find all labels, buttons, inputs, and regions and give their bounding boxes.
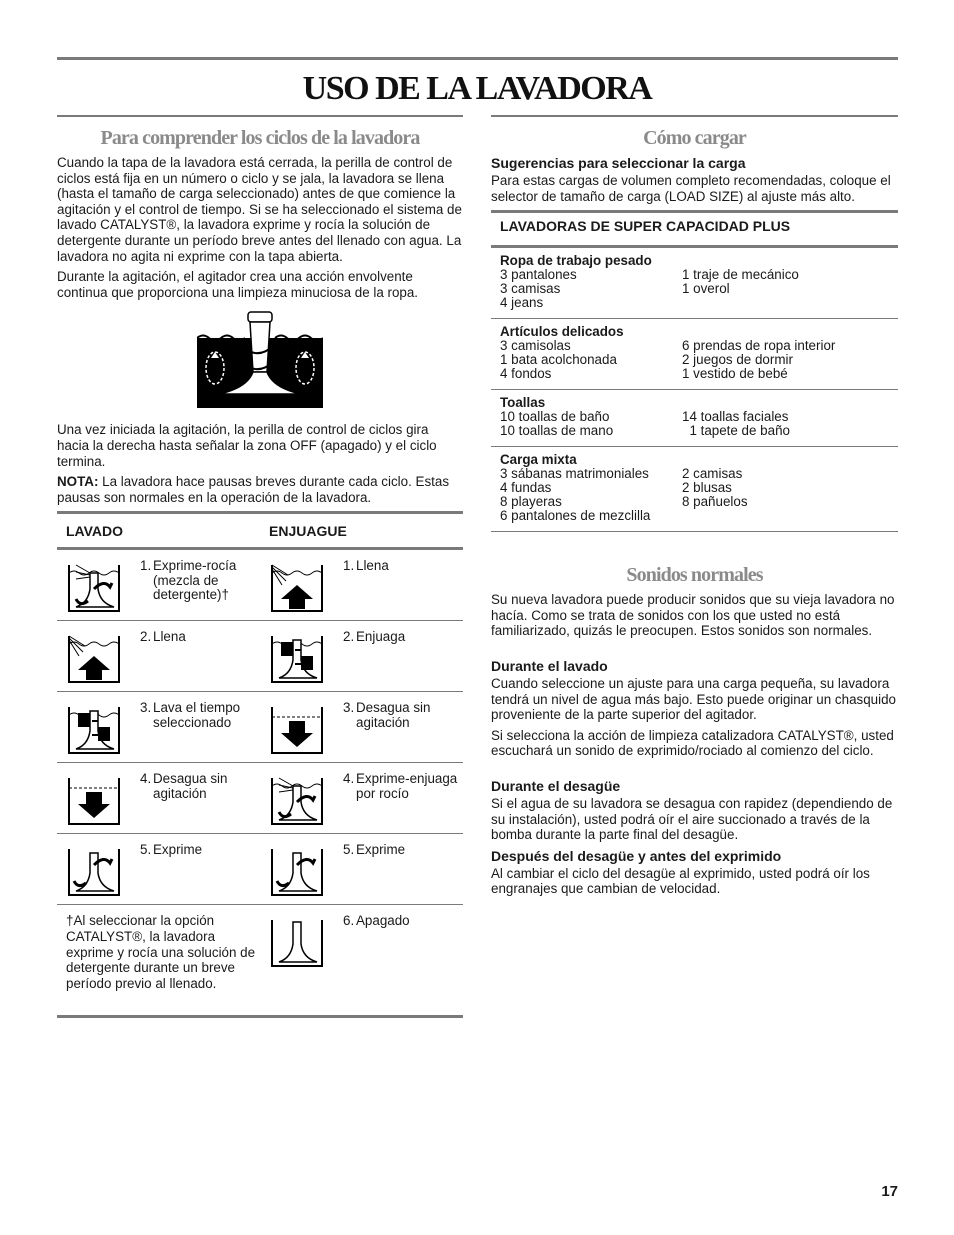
load-group [491,390,898,447]
load-group-title: Toallas [500,395,546,411]
drain-icon [66,772,122,828]
load-item: 1 tapete de baño [682,423,790,439]
agitator-illustration [57,310,463,413]
drain-sounds-subheading: Durante el desagüe [491,777,621,794]
load-item: 2 juegos de dormir [682,352,793,368]
load-item: 4 fundas [500,480,552,496]
load-group-title: Carga mixta [500,452,577,468]
off-icon [269,914,325,970]
load-item: 3 sábanas matrimoniales [500,466,649,482]
loading-paragraph: Para estas cargas de volumen completo recomendadas, coloque el selector de tamaño de carga (LOAD SIZE) al ajuste más alto. [491,173,891,204]
load-item: 14 toallas faciales [682,409,789,425]
load-group [491,447,898,531]
after-drain-paragraph: Al cambiar el ciclo del desagüe al exprimido, usted podrá oír los engranajes que cambian de velocidad. [491,865,870,897]
rinse-step: 2. Enjuaga [260,621,463,691]
rinse-step: 3. Desagua sin agitación [260,692,463,762]
load-item: 8 playeras [500,494,562,510]
load-item: 1 overol [682,281,730,297]
load-item: 1 traje de mecánico [682,267,799,283]
top-rule [57,57,898,60]
after-drain-subheading: Después del desagüe y antes del exprimido [491,847,782,864]
load-item: 10 toallas de mano [500,423,614,439]
load-group [491,319,898,390]
table-row [57,621,463,692]
spin-icon [269,843,325,899]
wash-step: 1. Exprime-rocía (mezcla de detergente)† [57,550,260,620]
wash-step: 4. Desagua sin agitación [57,763,260,833]
rinse-step: 4. Exprime-enjuaga por rocío [260,763,463,833]
load-item: 6 prendas de ropa interior [682,338,836,354]
load-item: 3 pantalones [500,267,577,283]
cycle-table [57,511,463,1018]
rinse-header: ENJUAGUE [269,522,347,539]
table-row [57,550,463,621]
drain-icon [269,701,325,757]
load-item: 3 camisolas [500,338,571,354]
load-group [491,248,898,319]
rinse-step: 1. Llena [260,550,463,620]
cycles-paragraph-1: Cuando la tapa de la lavadora está cerrada, la perilla de control de ciclos está fija en un número o ciclo y se jala, la lavadora se llena (hasta el tamaño de carga seleccionado) antes de que comience la agitación y el control de tiempo. Si se ha seleccionado el sistema de lavado CATALYST®, la lavadora exprime y rocía la solución de detergente durante un período breve antes del llenado con agua. La lavadora no agita ni exprime con la tapa abierta. [57,155,462,264]
right-column [491,115,898,902]
load-table-header: LAVADORAS DE SUPER CAPACIDAD PLUS [491,213,898,248]
load-item: 2 blusas [682,480,732,496]
load-item: 10 toallas de baño [500,409,610,425]
sounds-intro: Su nueva lavadora puede producir sonidos que su vieja lavadora no hacía. Como se trata de sonidos con los que usted no está familiarizado, quizás le preocupen. Estos sonidos son normales. [491,592,895,639]
load-item: 4 jeans [500,295,544,311]
page-title: USO DE LA LAVADORA [302,70,652,107]
load-group-title: Artículos delicados [500,324,624,340]
table-row [57,763,463,834]
sounds-section-title: Sonidos normales [626,564,763,587]
table-row [57,905,463,1015]
cycles-section-title: Para comprender los ciclos de la lavadora [100,127,420,149]
cycles-paragraph-3: Una vez iniciada la agitación, la perilla de control de ciclos gira hacia la derecha hasta señalar la zona OFF (apagado) y el ciclo termina. [57,422,437,469]
load-item: 3 camisas [500,281,561,297]
left-column [57,115,463,1018]
rinse-step: 5. Exprime [260,834,463,904]
wash-sounds-paragraph-1: Cuando seleccione un ajuste para una carga pequeña, su lavadora tendrá un nivel de agua más bajo. Esto puede originar un chasquido proveniente de la parte superior del agitador. [491,675,896,723]
fill-icon [269,559,325,615]
load-item: 4 fondos [500,366,552,382]
load-item: 1 vestido de bebé [682,366,788,382]
cycles-paragraph-2: Durante la agitación, el agitador crea una acción envolvente continua que proporciona una limpieza minuciosa de la ropa. [57,269,419,300]
table-row [57,834,463,905]
spin-icon [66,843,122,899]
footnote-cell [57,905,260,1015]
load-item: 8 pañuelos [682,494,748,510]
fill-icon [66,630,122,686]
load-item: 1 bata acolchonada [500,352,617,368]
page-number: 17 [881,1183,898,1200]
rinse-step: 6. Apagado [260,905,463,1015]
load-item: 2 camisas [682,466,743,482]
wash-step: 5. Exprime [57,834,260,904]
load-group-title: Ropa de trabajo pesado [500,253,652,269]
cycle-table-header [57,514,463,550]
wash-step: 2. Llena [57,621,260,691]
cycles-note: NOTA: La lavadora hace pausas breves durante cada ciclo. Estas pausas son normales en la operación de la lavadora. [57,474,450,505]
loading-subheading: Sugerencias para seleccionar la carga [491,155,746,171]
loading-section-title: Cómo cargar [643,127,746,149]
drain-sounds-paragraph: Si el agua de su lavadora se desagua con rapidez (dependiendo de su instalación), usted podrá oír el aire succionado a través de la bomba durante la parte final del desagüe. [491,795,893,843]
wash-header: LAVADO [66,522,124,539]
wash-sounds-subheading: Durante el lavado [491,657,608,674]
agitate-icon [269,630,325,686]
wash-step: 3. Lava el tiempo seleccionado [57,692,260,762]
spray-icon [66,559,122,615]
table-row [57,692,463,763]
catalyst-footnote: †Al seleccionar la opción CATALYST®, la lavadora exprime y rocía una solución de detergente durante un breve período previo al llenado. [66,913,256,991]
load-item: 6 pantalones de mezclilla [500,508,651,524]
spray-icon [269,772,325,828]
load-table [491,210,898,532]
agitate-icon [66,701,122,757]
wash-sounds-paragraph-2: Si selecciona la acción de limpieza catalizadora CATALYST®, usted escuchará un sonido de exprimido/rociado al comienzo del ciclo. [491,727,894,759]
